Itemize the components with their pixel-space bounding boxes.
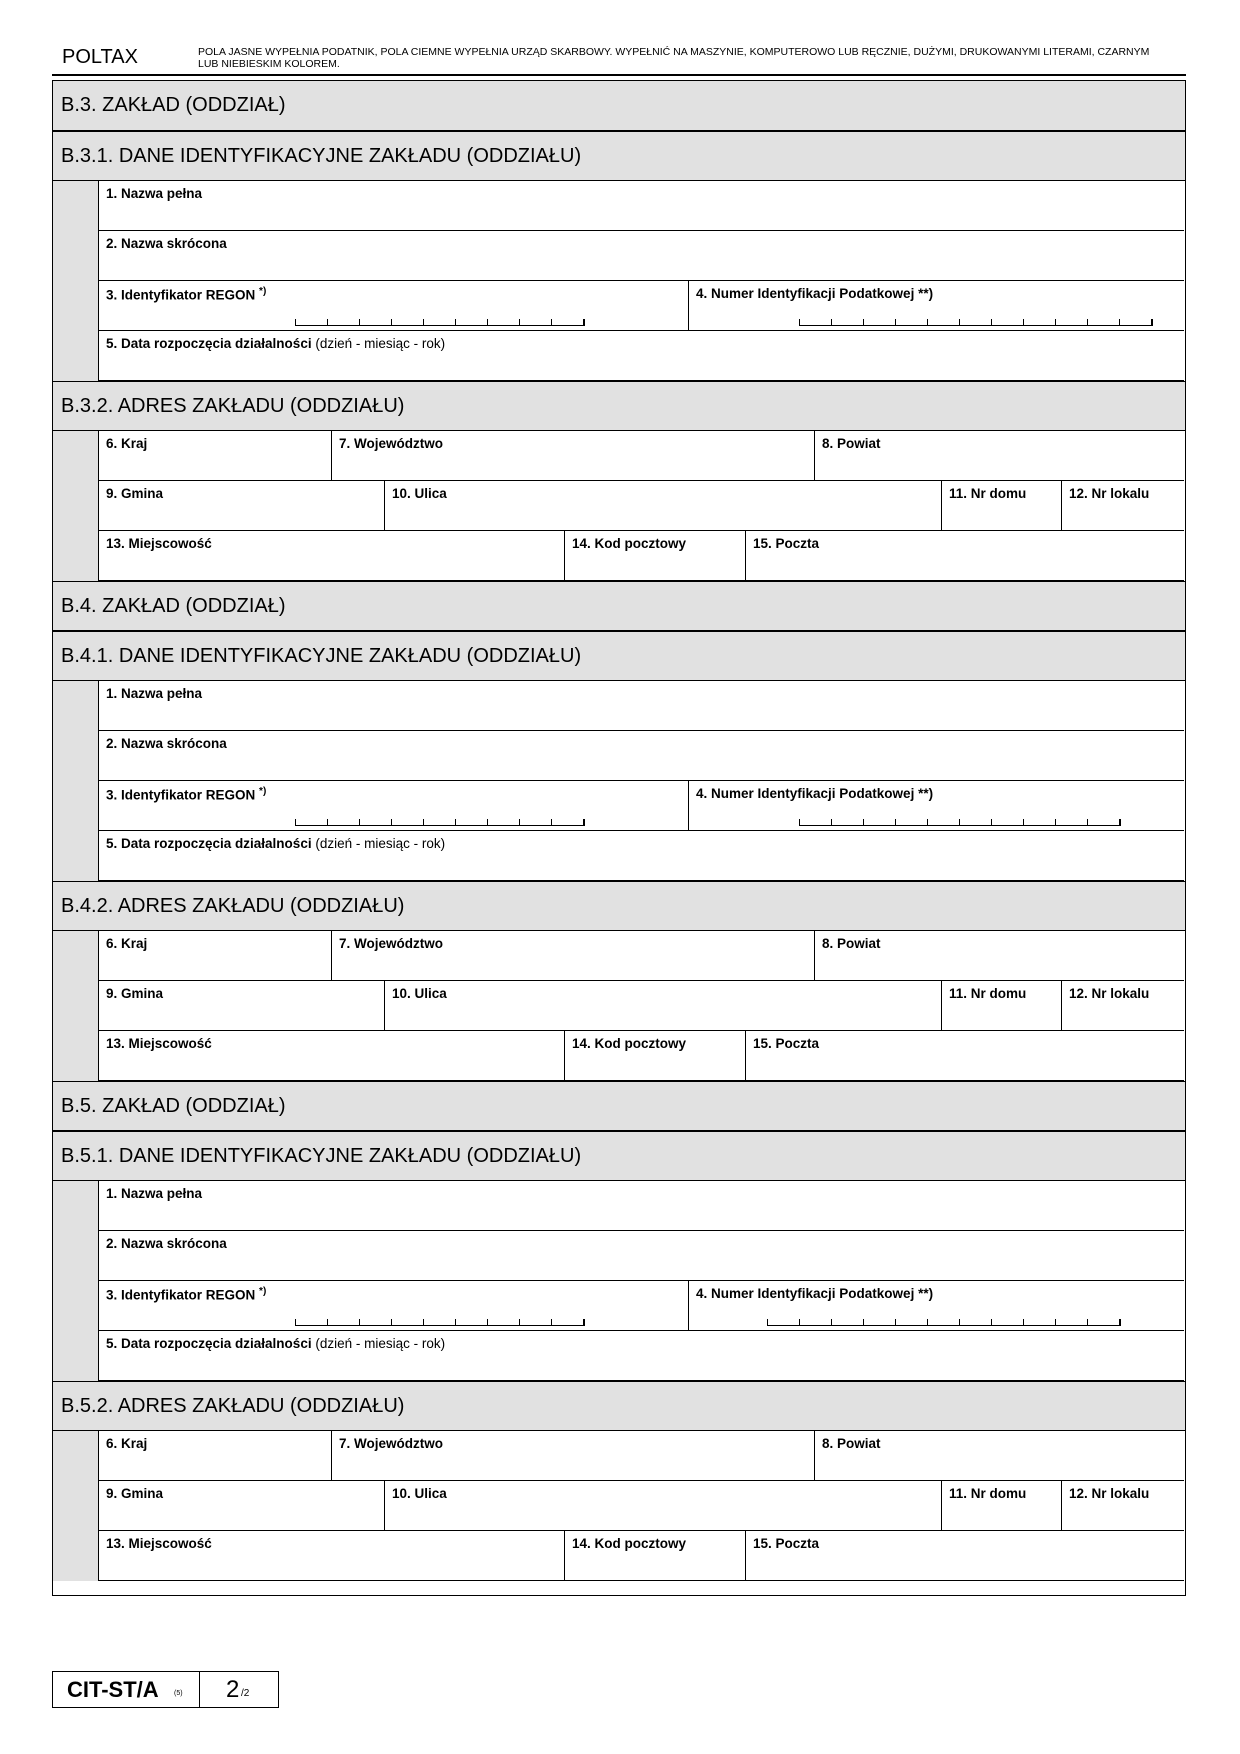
section-b5-kraj-field[interactable]: [99, 1431, 332, 1481]
section-b3-regon-field[interactable]: [99, 281, 689, 331]
section-b3-nr-domu-field-label: 11. Nr domu: [949, 486, 1027, 501]
section-b5-nr-domu-field-label: 11. Nr domu: [949, 1486, 1027, 1501]
section-b5-nip-field-label: 4. Numer Identyfikacji Podatkowej **): [696, 1286, 934, 1301]
section-b4-nr-domu-field-label: 11. Nr domu: [949, 986, 1027, 1001]
section-b4-powiat-field[interactable]: [815, 931, 1184, 981]
section-b3-miejscowosc-field-label: 13. Miejscowość: [106, 536, 212, 551]
regon-digit-boxes: [295, 1319, 585, 1326]
section-b3-poczta-field[interactable]: [746, 531, 1184, 581]
section-b3-ident-header: [53, 131, 1185, 181]
section-b5-header-title: B.5. ZAKŁAD (ODDZIAŁ): [61, 1095, 286, 1117]
section-b5-address-header: [53, 1381, 1185, 1431]
form-code-box: [53, 1672, 200, 1707]
section-b3-nip-field[interactable]: [689, 281, 1184, 331]
regon-text: 3. Identyfikator REGON: [106, 787, 256, 803]
section-b3-nr-domu-field[interactable]: [942, 481, 1062, 531]
section-b5-miejscowosc-field-label: 13. Miejscowość: [106, 1536, 212, 1551]
section-b4-ident-gutter: [53, 681, 99, 881]
form-header: [52, 44, 1186, 76]
section-b3-ident-header-title: B.3.1. DANE IDENTYFIKACYJNE ZAKŁADU (ODDZIAŁU): [61, 145, 582, 167]
poltax-brand: POLTAX: [62, 46, 138, 68]
section-b3-address-gutter: [53, 431, 99, 581]
section-b5-ident-header-title: B.5.1. DANE IDENTYFIKACYJNE ZAKŁADU (ODDZIAŁU): [61, 1145, 582, 1167]
section-b4-regon-field-label: [106, 786, 266, 803]
section-b3-header: [53, 81, 1185, 131]
section-b3-kod-pocztowy-field-label: 14. Kod pocztowy: [572, 536, 687, 551]
section-b4-ulica-field[interactable]: [385, 981, 942, 1031]
section-b5-kod-pocztowy-field[interactable]: [565, 1531, 746, 1581]
section-b3-data-rozpoczecia-field-label: [106, 336, 445, 351]
section-b5-wojewodztwo-field-label: 7. Województwo: [339, 1436, 443, 1451]
section-b3-nip-field-label: 4. Numer Identyfikacji Podatkowej **): [696, 286, 934, 301]
form-code: CIT-ST/A: [67, 1677, 159, 1702]
section-b4-nazwa-pelna-field[interactable]: [99, 681, 1184, 731]
regon-text: 3. Identyfikator REGON: [106, 287, 256, 303]
section-b5-poczta-field-label: 15. Poczta: [753, 1536, 820, 1551]
section-b5-ident-header: [53, 1131, 1185, 1181]
section-b4-address-header-title: B.4.2. ADRES ZAKŁADU (ODDZIAŁU): [61, 895, 405, 917]
date-label-format: (dzień - miesiąc - rok): [311, 836, 446, 851]
section-b3-poczta-field-label: 15. Poczta: [753, 536, 820, 551]
section-b5-regon-field[interactable]: [99, 1281, 689, 1331]
section-b3-address-header: [53, 381, 1185, 431]
nip-digit-boxes: [799, 319, 1153, 326]
section-b5-data-rozpoczecia-field[interactable]: [99, 1331, 1184, 1381]
section-b5-wojewodztwo-field[interactable]: [332, 1431, 815, 1481]
fill-instructions: POLA JASNE WYPEŁNIA PODATNIK, POLA CIEMNE WYPEŁNIA URZĄD SKARBOWY. WYPEŁNIĆ NA MASZYNIE, KOMPUTEROWO LUB RĘCZNIE, DUŻYMI, DRUKOWANYMI LITERAMI, CZARNYM LUB NIEBIESKIM KOLOREM.: [198, 46, 1150, 70]
section-b5-powiat-field-label: 8. Powiat: [822, 1436, 881, 1451]
section-b4-miejscowosc-field[interactable]: [99, 1031, 565, 1081]
section-b3-kraj-field[interactable]: [99, 431, 332, 481]
date-label-main: 5. Data rozpoczęcia działalności: [106, 1336, 312, 1351]
section-b4-ident-header: [53, 631, 1185, 681]
section-b5-nr-lokalu-field[interactable]: [1062, 1481, 1184, 1531]
form-footer: [52, 1671, 279, 1708]
section-b4-header: [53, 581, 1185, 631]
section-b4-gmina-field[interactable]: [99, 981, 385, 1031]
section-b3-nazwa-skrocona-field[interactable]: [99, 231, 1184, 281]
regon-footnote-mark: *): [259, 286, 267, 297]
section-b3-powiat-field-label: 8. Powiat: [822, 436, 881, 451]
section-b5-kraj-field-label: 6. Kraj: [106, 1436, 148, 1451]
section-b4-ident-header-title: B.4.1. DANE IDENTYFIKACYJNE ZAKŁADU (ODDZIAŁU): [61, 645, 582, 667]
section-b4-wojewodztwo-field-label: 7. Województwo: [339, 936, 443, 951]
section-b4-nazwa-skrocona-field-label: 2. Nazwa skrócona: [106, 736, 227, 751]
section-b4-data-rozpoczecia-field-label: [106, 836, 445, 851]
section-b4-nazwa-skrocona-field[interactable]: [99, 731, 1184, 781]
section-b4-poczta-field[interactable]: [746, 1031, 1184, 1081]
section-b4-nr-lokalu-field[interactable]: [1062, 981, 1184, 1031]
section-b4-powiat-field-label: 8. Powiat: [822, 936, 881, 951]
section-b4-nr-domu-field[interactable]: [942, 981, 1062, 1031]
date-label-main: 5. Data rozpoczęcia działalności: [106, 836, 312, 851]
section-b3-ident-gutter: [53, 181, 99, 381]
section-b3-nazwa-skrocona-field-label: 2. Nazwa skrócona: [106, 236, 227, 251]
section-b4-kraj-field-label: 6. Kraj: [106, 936, 148, 951]
regon-digit-boxes: [295, 819, 585, 826]
section-b3-nr-lokalu-field[interactable]: [1062, 481, 1184, 531]
section-b5-header: [53, 1081, 1185, 1131]
regon-text: 3. Identyfikator REGON: [106, 1287, 256, 1303]
nip-digit-boxes: [767, 1319, 1121, 1326]
section-b5-nip-field[interactable]: [689, 1281, 1184, 1331]
section-b3-ulica-field[interactable]: [385, 481, 942, 531]
section-b3-kraj-field-label: 6. Kraj: [106, 436, 148, 451]
section-b4-address-header: [53, 881, 1185, 931]
section-b4-data-rozpoczecia-field[interactable]: [99, 831, 1184, 881]
section-b4-miejscowosc-field-label: 13. Miejscowość: [106, 1036, 212, 1051]
regon-footnote-mark: *): [259, 1286, 267, 1297]
section-b4-address-gutter: [53, 931, 99, 1081]
regon-footnote-mark: *): [259, 786, 267, 797]
section-b4-header-title: B.4. ZAKŁAD (ODDZIAŁ): [61, 595, 286, 617]
section-b3-ulica-field-label: 10. Ulica: [392, 486, 447, 501]
section-b4-kod-pocztowy-field-label: 14. Kod pocztowy: [572, 1036, 687, 1051]
section-b3-address-header-title: B.3.2. ADRES ZAKŁADU (ODDZIAŁU): [61, 395, 405, 417]
section-b4-ulica-field-label: 10. Ulica: [392, 986, 447, 1001]
date-label-format: (dzień - miesiąc - rok): [311, 1336, 446, 1351]
section-b5-regon-field-label: [106, 1286, 266, 1303]
date-label-format: (dzień - miesiąc - rok): [311, 336, 446, 351]
section-b5-nazwa-skrocona-field[interactable]: [99, 1231, 1184, 1281]
establishments-form: [52, 80, 1186, 1596]
section-b4-wojewodztwo-field[interactable]: [332, 931, 815, 981]
section-b3-miejscowosc-field[interactable]: [99, 531, 565, 581]
section-b4-kraj-field[interactable]: [99, 931, 332, 981]
section-b4-regon-field[interactable]: [99, 781, 689, 831]
section-b3-regon-field-label: [106, 286, 266, 303]
section-b3-kod-pocztowy-field[interactable]: [565, 531, 746, 581]
section-b5-powiat-field[interactable]: [815, 1431, 1184, 1481]
section-b5-nr-lokalu-field-label: 12. Nr lokalu: [1069, 1486, 1150, 1501]
section-b3-nazwa-pelna-field-label: 1. Nazwa pełna: [106, 186, 203, 201]
section-b4-nip-field[interactable]: [689, 781, 1184, 831]
section-b5-nazwa-pelna-field-label: 1. Nazwa pełna: [106, 1186, 203, 1201]
section-b5-kod-pocztowy-field-label: 14. Kod pocztowy: [572, 1536, 687, 1551]
section-b3-gmina-field-label: 9. Gmina: [106, 486, 164, 501]
section-b5-data-rozpoczecia-field-label: [106, 1336, 445, 1351]
section-b5-address-gutter: [53, 1431, 99, 1581]
section-b5-ulica-field-label: 10. Ulica: [392, 1486, 447, 1501]
form-version: (5): [174, 1690, 183, 1697]
date-label-main: 5. Data rozpoczęcia działalności: [106, 336, 312, 351]
section-b3-powiat-field[interactable]: [815, 431, 1184, 481]
section-b5-poczta-field[interactable]: [746, 1531, 1184, 1581]
section-b5-address-header-title: B.5.2. ADRES ZAKŁADU (ODDZIAŁU): [61, 1395, 405, 1417]
section-b5-miejscowosc-field[interactable]: [99, 1531, 565, 1581]
section-b4-nazwa-pelna-field-label: 1. Nazwa pełna: [106, 686, 203, 701]
page-total: /2: [241, 1688, 250, 1699]
section-b4-gmina-field-label: 9. Gmina: [106, 986, 164, 1001]
section-b3-header-title: B.3. ZAKŁAD (ODDZIAŁ): [61, 94, 286, 116]
section-b5-ident-gutter: [53, 1181, 99, 1381]
section-b4-nip-field-label: 4. Numer Identyfikacji Podatkowej **): [696, 786, 934, 801]
section-b5-nr-domu-field[interactable]: [942, 1481, 1062, 1531]
page-number: 2: [226, 1676, 240, 1703]
section-b5-nazwa-skrocona-field-label: 2. Nazwa skrócona: [106, 1236, 227, 1251]
regon-digit-boxes: [295, 319, 585, 326]
section-b3-gmina-field[interactable]: [99, 481, 385, 531]
section-b3-nazwa-pelna-field[interactable]: [99, 181, 1184, 231]
section-b3-wojewodztwo-field-label: 7. Województwo: [339, 436, 443, 451]
section-b4-poczta-field-label: 15. Poczta: [753, 1036, 820, 1051]
section-b3-wojewodztwo-field[interactable]: [332, 431, 815, 481]
section-b5-ulica-field[interactable]: [385, 1481, 942, 1531]
page-number-box: [200, 1672, 278, 1707]
section-b3-nr-lokalu-field-label: 12. Nr lokalu: [1069, 486, 1150, 501]
section-b5-gmina-field[interactable]: [99, 1481, 385, 1531]
section-b4-kod-pocztowy-field[interactable]: [565, 1031, 746, 1081]
section-b5-nazwa-pelna-field[interactable]: [99, 1181, 1184, 1231]
section-b4-nr-lokalu-field-label: 12. Nr lokalu: [1069, 986, 1150, 1001]
section-b5-gmina-field-label: 9. Gmina: [106, 1486, 164, 1501]
section-b3-data-rozpoczecia-field[interactable]: [99, 331, 1184, 381]
nip-digit-boxes: [799, 819, 1121, 826]
